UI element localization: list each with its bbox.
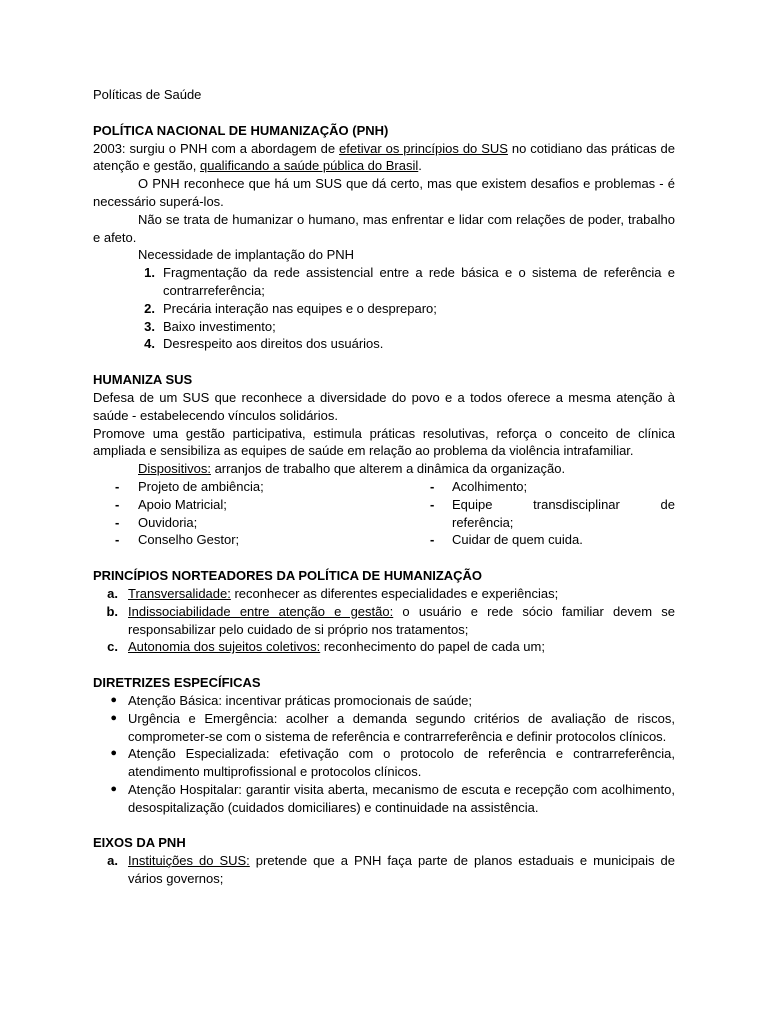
principios-heading: PRINCÍPIOS NORTEADORES DA POLÍTICA DE HUMANIZAÇÃO xyxy=(93,568,483,584)
list-text: Precária interação nas equipes e o despreparo; xyxy=(163,300,437,316)
pnh-intro-underline-1: efetivar os princípios do SUS xyxy=(339,140,508,156)
principios-list xyxy=(93,585,675,656)
list-letter: a. xyxy=(107,853,118,869)
eixos-list xyxy=(93,852,675,888)
list-item xyxy=(93,531,430,549)
document-page xyxy=(93,86,675,888)
list-text xyxy=(128,603,675,639)
list-term: Transversalidade: xyxy=(128,585,231,601)
list-item xyxy=(93,318,675,336)
list-number: 2. xyxy=(144,300,155,316)
list-term: Autonomia dos sujeitos coletivos: xyxy=(128,639,321,655)
pnh-paragraph-2: Não se trata de humanizar o humano, mas enfrentar e lidar com relações de poder, trabalho e afeto. xyxy=(93,211,675,245)
list-text: Urgência e Emergência: acolher a demanda segundo critérios de avaliação de riscos, comprometer-se com o sistema de referência e contrarreferência e definir protocolos clínicos. xyxy=(128,710,675,744)
list-item xyxy=(93,478,430,496)
list-text: referência; xyxy=(452,514,514,530)
list-letter: a. xyxy=(107,585,118,601)
list-term: Indissociabilidade entre atenção e gestão: xyxy=(128,603,394,619)
eixos-heading: EIXOS DA PNH xyxy=(93,835,186,851)
dash-marker: - xyxy=(430,478,435,494)
dash-marker: - xyxy=(115,478,120,494)
diretrizes-list xyxy=(93,692,675,817)
document-title: Políticas de Saúde xyxy=(93,87,202,102)
list-item xyxy=(93,514,430,532)
list-number: 3. xyxy=(144,318,155,334)
list-text xyxy=(128,638,675,656)
list-text: Conselho Gestor; xyxy=(138,532,240,548)
list-text xyxy=(128,585,675,603)
list-item xyxy=(93,300,675,318)
list-text: Cuidar de quem cuida. xyxy=(452,532,583,548)
list-text: Baixo investimento; xyxy=(163,318,276,334)
list-text: Atenção Básica: incentivar práticas promocionais de saúde; xyxy=(128,692,472,708)
dash-marker: - xyxy=(115,532,120,548)
list-letter: b. xyxy=(106,603,118,619)
list-item xyxy=(93,710,675,746)
dash-marker: - xyxy=(115,514,120,530)
list-text: Atenção Hospitalar: garantir visita aberta, mecanismo de escuta e recepção com acolhimento, desospitalização (cuidados domiciliares) e continuidade na assistência. xyxy=(128,781,675,815)
list-text: Apoio Matricial; xyxy=(138,496,227,512)
pnh-paragraph-1: O PNH reconhece que há um SUS que dá certo, mas que existem desafios e problemas - é necessário superá-los. xyxy=(93,176,675,209)
list-letter: c. xyxy=(107,639,118,655)
list-description: reconhecimento do papel de cada um; xyxy=(320,639,545,655)
bullet-icon: ● xyxy=(110,711,117,724)
list-item xyxy=(93,585,675,603)
list-item xyxy=(430,531,675,549)
list-description: pretende que a PNH faça parte de planos estaduais e municipais de vários governos; xyxy=(128,853,675,887)
list-text: Atenção Especializada: efetivação com o protocolo de referência e contrarreferência, atendimento multiprofissional e protocolos clínicos. xyxy=(128,746,675,780)
list-item xyxy=(93,603,675,639)
bullet-icon: ● xyxy=(110,693,117,706)
list-item-continuation xyxy=(430,514,675,532)
list-description: o usuário e rede sócio familiar devem se responsabilizar pelo cuidado de si próprio nos tratamentos; xyxy=(128,603,675,637)
dispositivos-line xyxy=(93,460,675,478)
pnh-intro-text: no cotidiano das práticas de atenção e gestão, xyxy=(93,140,676,174)
list-description: reconhecer as diferentes especialidades e experiências; xyxy=(230,585,559,601)
pnh-necessity: Necessidade de implantação do PNH xyxy=(138,247,355,263)
list-text: Fragmentação da rede assistencial entre a rede básica e o sistema de referência e contrarreferência; xyxy=(163,265,675,298)
list-item xyxy=(93,781,675,817)
diretrizes-heading: DIRETRIZES ESPECÍFICAS xyxy=(93,675,261,691)
pnh-intro-text: . xyxy=(418,158,422,174)
list-number: 1. xyxy=(144,265,155,281)
list-text: Desrespeito aos direitos dos usuários. xyxy=(163,336,384,352)
dash-marker: - xyxy=(430,496,435,512)
dispositivos-columns xyxy=(93,478,675,549)
list-item xyxy=(430,478,675,496)
list-item xyxy=(93,496,430,514)
list-item xyxy=(93,692,675,710)
list-term: Instituições do SUS: xyxy=(128,853,250,869)
list-text: Projeto de ambiência; xyxy=(138,478,264,494)
list-item xyxy=(93,745,675,781)
dash-marker: - xyxy=(430,532,435,548)
bullet-icon: ● xyxy=(110,782,117,795)
list-number: 4. xyxy=(144,336,155,352)
humaniza-paragraph-2: Promove uma gestão participativa, estimula práticas resolutivas, reforça o conceito de clínica ampliada e sensibiliza as equipes de saúde em relação ao problema da violência intrafamiliar. xyxy=(93,425,675,459)
list-item xyxy=(93,335,675,353)
dispositivos-label: Dispositivos: xyxy=(138,461,211,477)
pnh-numbered-list xyxy=(93,264,675,353)
bullet-icon: ● xyxy=(110,747,117,760)
pnh-intro xyxy=(93,140,675,176)
humaniza-paragraph-1: Defesa de um SUS que reconhece a diversidade do povo e a todos oferece a mesma atenção à saúde - estabelecendo vínculos solidários. xyxy=(93,389,675,423)
dash-marker: - xyxy=(115,496,120,512)
list-item xyxy=(93,638,675,656)
pnh-heading: POLÍTICA NACIONAL DE HUMANIZAÇÃO (PNH) xyxy=(93,122,389,138)
dispositivos-text: arranjos de trabalho que alterem a dinâmica da organização. xyxy=(210,461,566,477)
list-text xyxy=(128,852,675,888)
pnh-intro-underline-2: qualificando a saúde pública do Brasil xyxy=(199,158,419,174)
dispositivos-left-column xyxy=(93,478,430,549)
list-text: Acolhimento; xyxy=(452,478,528,494)
humaniza-heading: HUMANIZA SUS xyxy=(93,372,193,388)
list-item xyxy=(93,264,675,300)
list-text: Ouvidoria; xyxy=(138,514,198,530)
dispositivos-right-column xyxy=(430,478,675,549)
list-item xyxy=(430,496,675,514)
list-text: Equipe transdisciplinar de xyxy=(452,496,675,512)
list-item xyxy=(93,852,675,888)
pnh-intro-text: 2003: surgiu o PNH com a abordagem de xyxy=(93,140,340,156)
